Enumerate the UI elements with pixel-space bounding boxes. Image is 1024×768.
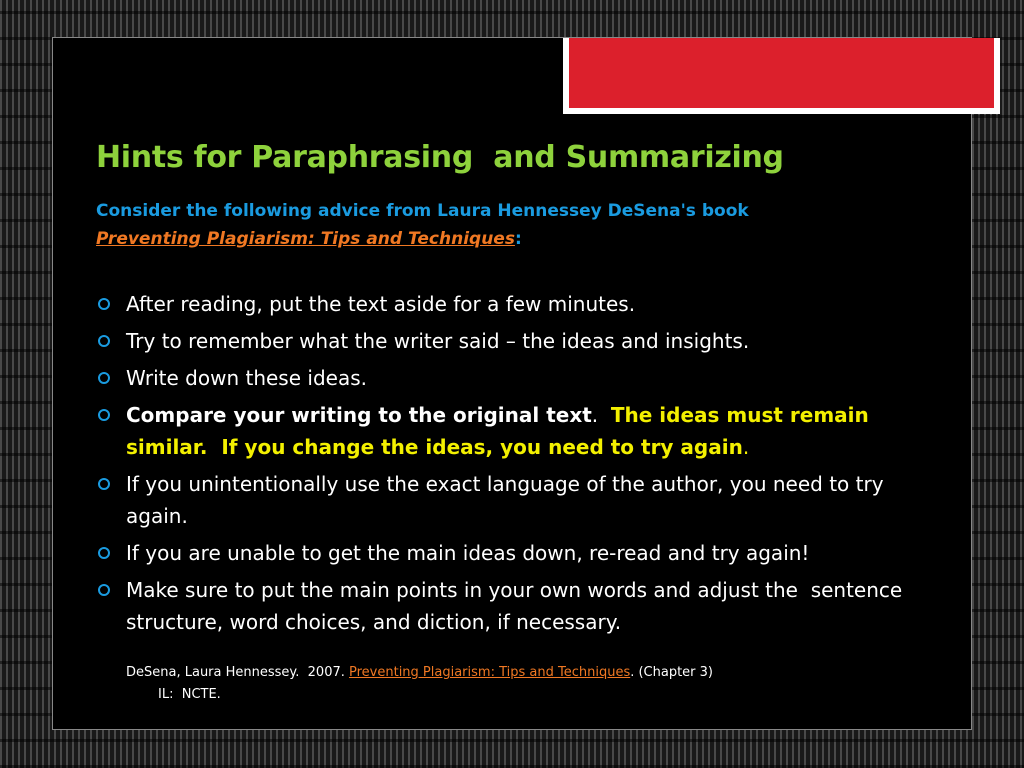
bullet-text: If you are unable to get the main ideas down, re-read and try again! [126,541,810,565]
bullet-item-highlight [96,399,926,463]
citation-line2: IL: NCTE. [158,687,221,702]
bullet-list [96,288,926,643]
citation-prefix: DeSena, Laura Hennessey. 2007. [126,665,349,680]
bullet-circle-icon [98,409,110,421]
bullet-item [96,574,926,638]
bullet-text: Write down these ideas. [126,366,367,390]
bullet-text: Make sure to put the main points in your own words and adjust the sentence structure, word choices, and diction, if necessary. [126,578,909,634]
bullet-circle-icon [98,372,110,384]
bullet-text: If you unintentionally use the exact language of the author, you need to try again. [126,472,890,528]
slide-title: Hints for Paraphrasing and Summarizing [96,140,784,175]
red-accent-tab [563,38,1000,114]
bullet-circle-icon [98,584,110,596]
bullet-circle-icon [98,478,110,490]
bullet-item [96,468,926,532]
bullet-text: Try to remember what the writer said – the ideas and insights. [126,329,750,353]
subtitle-colon: : [514,229,522,249]
subtitle-book-title: Preventing Plagiarism: Tips and Techniques [96,229,515,249]
bullet-circle-icon [98,335,110,347]
bullet-item [96,288,926,320]
bullet-circle-icon [98,547,110,559]
bullet-item [96,537,926,569]
bullet-bold-text: Compare your writing to the original text [126,403,592,427]
citation [126,662,713,706]
red-accent-fill [569,38,994,108]
bullet-yellow-text: The ideas must remain similar. If you change the ideas, you need to try again [126,403,876,459]
citation-suffix: . (Chapter 3) [630,665,714,680]
bullet-period: . [591,403,611,427]
bullet-period-end: . [742,435,750,459]
slide-subtitle [96,197,916,253]
bullet-text: After reading, put the text aside for a few minutes. [126,292,636,316]
citation-book-link[interactable]: Preventing Plagiarism: Tips and Techniques [349,665,631,680]
subtitle-text: Consider the following advice from Laura Hennessey DeSena's book [96,201,749,221]
bullet-item [96,325,926,357]
bullet-circle-icon [98,298,110,310]
bullet-item [96,362,926,394]
